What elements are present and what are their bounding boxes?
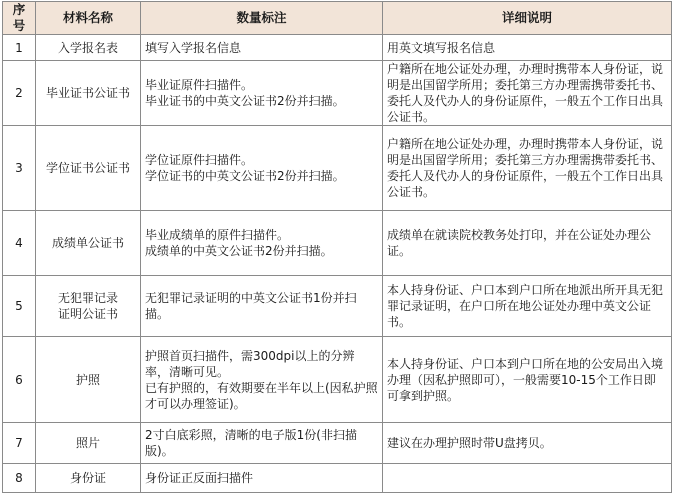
cell-details — [383, 61, 672, 126]
cell-details-line: 用英文填写报名信息 — [387, 40, 496, 55]
cell-quantity — [141, 464, 383, 493]
table-row — [3, 126, 672, 211]
table-row — [3, 337, 672, 423]
cell-quantity-line: 2寸白底彩照，清晰的电子版1份(非扫描版)。 — [145, 428, 357, 458]
cell-no: 3 — [3, 126, 36, 211]
cell-details-line: 户籍所在地公证处办理，办理时携带本人身份证，说明是出国留学所用；委托第三方办理需携带委托书、委托人及代办人的身份证原件，一般五个工作日出具公证书。 — [387, 62, 664, 124]
cell-details — [383, 464, 672, 493]
cell-details-line: 本人持身份证、户口本到户口所在地派出所开具无犯罪记录证明，在户口所在地公证处办理中英文公证书。 — [387, 283, 664, 329]
cell-quantity — [141, 276, 383, 337]
cell-material-name — [36, 276, 141, 337]
cell-quantity-line: 毕业证原件扫描件。 — [145, 78, 254, 92]
cell-details-line: 成绩单在就读院校教务处打印，并在公证处办理公证。 — [387, 228, 652, 258]
cell-quantity — [141, 423, 383, 464]
cell-details — [383, 126, 672, 211]
cell-quantity — [141, 211, 383, 276]
cell-no: 8 — [3, 464, 36, 493]
cell-quantity-line: 身份证正反面扫描件 — [145, 471, 254, 485]
header-material-name: 材料名称 — [36, 2, 141, 35]
cell-details-line: 建议在办理护照时带U盘拷贝。 — [387, 436, 552, 450]
cell-no: 4 — [3, 211, 36, 276]
table-row — [3, 211, 672, 276]
cell-details-line: 户籍所在地公证处办理，办理时携带本人身份证，说明是出国留学所用；委托第三方办理需携带委托书、委托人及代办人的身份证原件，一般五个工作日出具公证书。 — [387, 137, 664, 199]
cell-material-name — [36, 35, 141, 61]
cell-details-line: 本人持身份证、户口本到户口所在地的公安局出入境办理（因私护照即可），一般需要10-15个工作日即可拿到护照。 — [387, 356, 664, 403]
cell-material-name-line: 入学报名表 — [57, 40, 118, 55]
table-row — [3, 423, 672, 464]
cell-quantity-line: 学位证原件扫描件。 — [145, 153, 254, 167]
cell-quantity-line: 填写入学报名信息 — [145, 40, 242, 55]
cell-quantity — [141, 337, 383, 423]
cell-details — [383, 35, 672, 61]
cell-material-name-line: 证明公证书 — [57, 307, 118, 321]
cell-material-name — [36, 423, 141, 464]
table-row — [3, 276, 672, 337]
cell-quantity-line: 已有护照的，有效期要在半年以上(因私护照才可以办理签证)。 — [145, 380, 378, 411]
cell-quantity — [141, 61, 383, 126]
cell-no: 2 — [3, 61, 36, 126]
cell-material-name-line: 无犯罪记录 — [57, 291, 118, 305]
cell-details — [383, 423, 672, 464]
table-row — [3, 61, 672, 126]
header-quantity: 数量标注 — [141, 2, 383, 35]
cell-material-name-line: 成绩单公证书 — [51, 236, 124, 250]
cell-quantity-line: 学位证书的中英文公证书2份并扫描。 — [145, 169, 345, 183]
cell-details — [383, 276, 672, 337]
table-body — [3, 35, 672, 493]
cell-quantity — [141, 35, 383, 61]
cell-material-name-line: 护照 — [75, 372, 100, 387]
cell-quantity-line: 毕业成绩单的原件扫描件。 — [145, 228, 290, 242]
cell-quantity — [141, 126, 383, 211]
cell-quantity-line: 成绩单的中英文公证书2份并扫描。 — [145, 244, 333, 258]
cell-material-name — [36, 211, 141, 276]
header-no: 序号 — [3, 2, 36, 35]
cell-no: 5 — [3, 276, 36, 337]
cell-material-name-line: 学位证书公证书 — [45, 161, 130, 175]
table-row — [3, 464, 672, 493]
header-details: 详细说明 — [383, 2, 672, 35]
cell-material-name-line: 身份证 — [69, 471, 106, 485]
cell-material-name — [36, 337, 141, 423]
cell-material-name — [36, 464, 141, 493]
cell-material-name-line: 毕业证书公证书 — [45, 86, 130, 100]
cell-details — [383, 337, 672, 423]
cell-quantity-line: 护照首页扫描件，需300dpi以上的分辨率，清晰可见。 — [145, 348, 355, 379]
cell-no: 7 — [3, 423, 36, 464]
cell-details — [383, 211, 672, 276]
cell-no: 6 — [3, 337, 36, 423]
cell-material-name — [36, 61, 141, 126]
cell-material-name-line: 照片 — [75, 436, 100, 450]
table-header-row — [3, 2, 672, 35]
materials-table — [2, 1, 672, 493]
cell-quantity-line: 毕业证书的中英文公证书2份并扫描。 — [145, 94, 345, 108]
cell-no: 1 — [3, 35, 36, 61]
cell-quantity-line: 无犯罪记录证明的中英文公证书1份并扫描。 — [145, 291, 357, 321]
table-row — [3, 35, 672, 61]
cell-material-name — [36, 126, 141, 211]
